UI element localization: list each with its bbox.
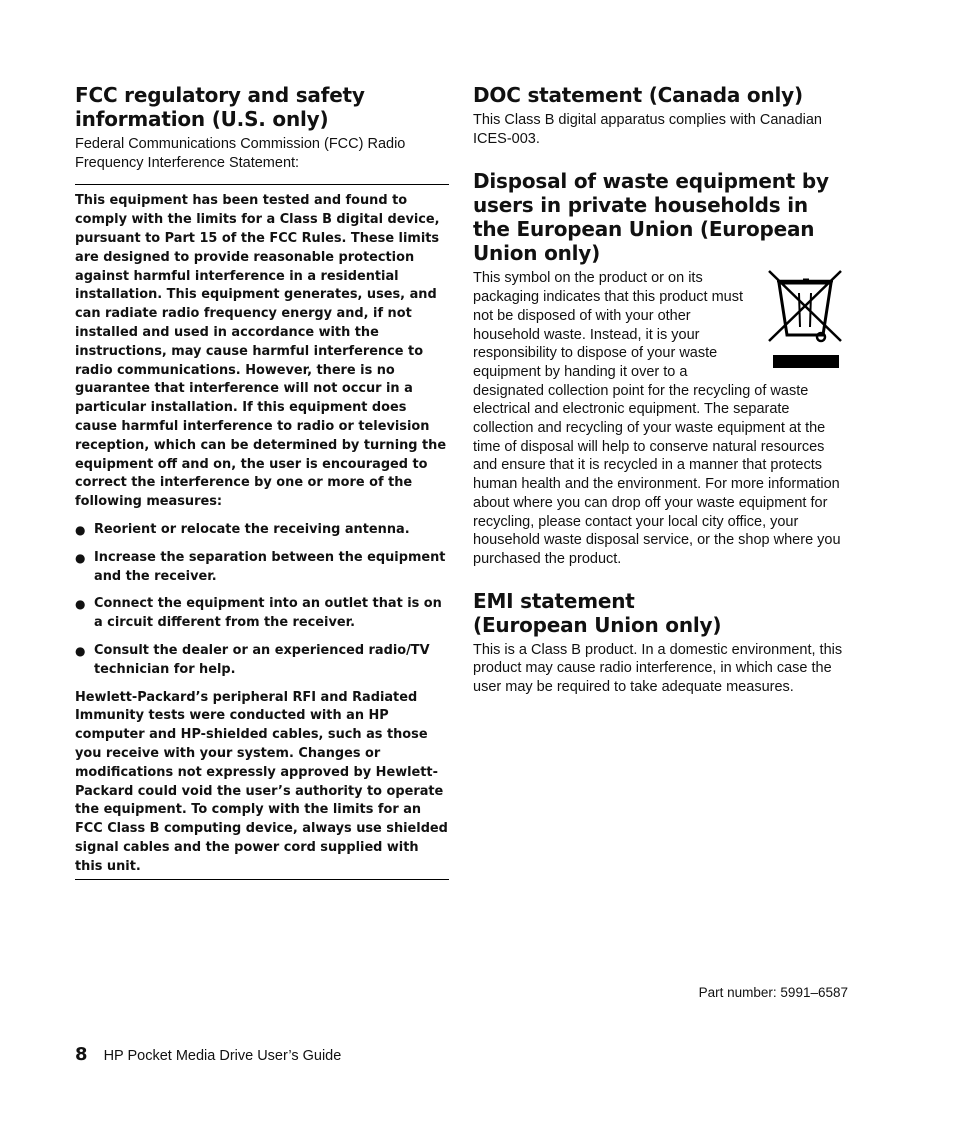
hp-note-text: Hewlett-Packard’s peripheral RFI and Radiated Immunity tests were conducted with an HP computer and HP-shielded cables, such as those you receive with your system. Changes or modifications not expressly approved by Hewlett-Packard could void the user’s authority to operate the equipment. To comply with the limits for an FCC Class B computing device, always use shielded signal cables and the power cord supplied with this unit.: [75, 689, 448, 874]
bullet-icon: ●: [75, 522, 86, 537]
emi-body: This is a Class B product. In a domestic environment, this product may cause radio interference, in which case the user may be required to take adequate measures.: [473, 641, 843, 696]
list-item: [75, 521, 449, 540]
list-item: [75, 595, 449, 633]
fcc-heading: FCC regulatory and safety information (U.S. only): [75, 83, 365, 131]
right-column: [473, 83, 845, 697]
list-item: [75, 642, 449, 680]
crossed-out-wheelie-bin-icon: [767, 269, 845, 371]
measure-text: Connect the equipment into an outlet that is on a circuit different from the receiver.: [94, 596, 442, 631]
page-number: 8: [75, 1044, 88, 1065]
emi-heading: [473, 589, 845, 637]
weee-body: This symbol on the product or on its packaging indicates that this product must not be disposed of with your other household waste. Instead, it is your responsibility to dispose of your waste equipment by handing it over to a designated collection point for the recycling of waste electrical and electronic equipment. The separate collection and recycling of your waste equipment at the time of disposal will help to conserve natural resources and ensure that it is recycled in a manner that protects human health and the environment. For more information about where you can drop off your waste equipment for recycling, please contact your local city office, your household waste disposal service, or the shop where you purchased the product.: [473, 270, 841, 567]
measure-text: Reorient or relocate the receiving antenna.: [94, 521, 410, 537]
left-column: [75, 83, 449, 880]
emi-heading-line1: EMI statement: [473, 588, 635, 613]
emi-heading-line2: (European Union only): [473, 612, 722, 637]
guide-title: HP Pocket Media Drive User’s Guide: [103, 1048, 342, 1064]
bullet-icon: ●: [75, 643, 86, 658]
doc-heading: DOC statement (Canada only): [473, 83, 803, 107]
fcc-intro: Federal Communications Commission (FCC) Radio Frequency Interference Statement:: [75, 136, 406, 171]
bullet-icon: ●: [75, 597, 86, 612]
doc-body: This Class B digital apparatus complies with Canadian ICES-003.: [473, 112, 822, 147]
part-number: Part number: 5991–6587: [698, 985, 848, 1000]
weee-section: [473, 269, 845, 568]
weee-heading: Disposal of waste equipment by users in private households in the European Union (European Union only): [473, 169, 829, 266]
measure-text: Increase the separation between the equipment and the receiver.: [94, 549, 446, 584]
fcc-warning-text: This equipment has been tested and found to comply with the limits for a Class B digital device, pursuant to Part 15 of the FCC Rules. These limits are designed to provide reasonable protection against harmful interference in a residential installation. This equipment generates, uses, and can radiate radio frequency energy and, if not installed and used in accordance with the instructions, may cause harmful interference to radio communications. However, there is no guarantee that interference will not occur in a particular installation. If this equipment does cause harmful interference to radio or television reception, which can be determined by turning the equipment off and on, the user is encouraged to correct the interference by one or more of the following measures:: [75, 193, 447, 510]
fcc-measures-list: [75, 521, 449, 680]
fcc-warning-box: [75, 184, 449, 879]
list-item: [75, 549, 449, 587]
bullet-icon: ●: [75, 550, 86, 565]
measure-text: Consult the dealer or an experienced radio/TV technician for help.: [94, 642, 430, 677]
page-footer: [75, 1044, 341, 1065]
